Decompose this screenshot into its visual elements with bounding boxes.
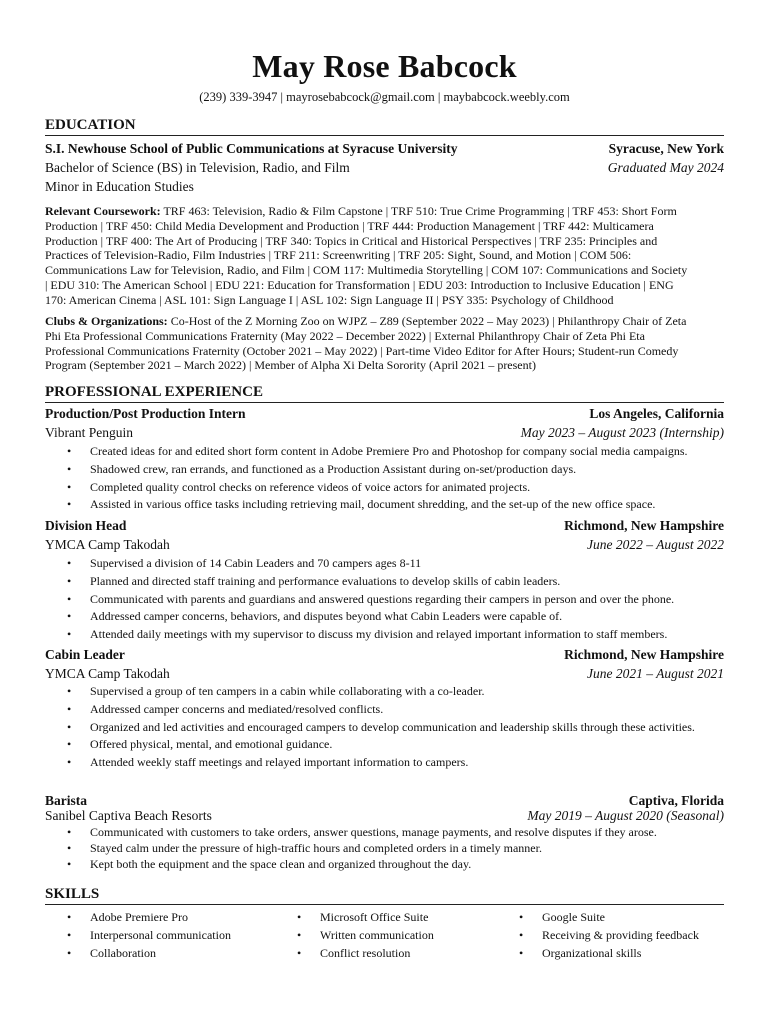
section-title-experience: PROFESSIONAL EXPERIENCE xyxy=(45,383,724,403)
job-bullet: • Attended daily meetings with my supervisor to discuss my division and relayed important information to staff members. xyxy=(45,626,724,644)
job-role: Division Head xyxy=(45,518,127,533)
coursework-line: | EDU 310: The American School | EDU 221: Education for Transformation | EDU 203: Introduction to Inclusive Education | ENG xyxy=(45,277,674,292)
graduation-date: Graduated May 2024 xyxy=(607,160,724,175)
job-header-row xyxy=(45,646,724,664)
job-org-row xyxy=(45,536,724,554)
clubs-label: Clubs & Organizations: xyxy=(45,314,168,328)
job-role: Barista xyxy=(45,793,87,808)
skill-item: • Adobe Premiere Pro xyxy=(45,908,275,926)
clubs-paragraph xyxy=(45,314,724,373)
job-bullet: • Attended weekly staff meetings and relayed important information to campers. xyxy=(45,754,724,772)
skills-column xyxy=(45,908,275,963)
job-org-row xyxy=(45,424,724,442)
coursework-paragraph xyxy=(45,204,724,308)
skill-item: • Microsoft Office Suite xyxy=(275,908,497,926)
coursework-line: Relevant Coursework: TRF 463: Television, Radio & Film Capstone | TRF 510: True Crime Programming | TRF 453: Short Form xyxy=(45,204,677,218)
job-role: Cabin Leader xyxy=(45,647,125,662)
job-bullets xyxy=(45,824,724,872)
job-bullet: • Offered physical, mental, and emotional guidance. xyxy=(45,736,724,754)
minor: Minor in Education Studies xyxy=(45,179,194,194)
coursework-line: 170: American Cinema | ASL 101: Sign Language I | ASL 102: Sign Language II | PSY 335: Psychology of Childhood xyxy=(45,292,614,307)
job-bullet: • Planned and directed staff training and performance evaluations to develop skills of cabin leaders. xyxy=(45,573,724,591)
skill-item: • Google Suite xyxy=(497,908,724,926)
job-location: Richmond, New Hampshire xyxy=(564,647,724,662)
job-bullets xyxy=(45,443,724,514)
job-bullets xyxy=(45,555,724,644)
section-title-education: EDUCATION xyxy=(45,116,724,136)
job-bullet: • Supervised a group of ten campers in a cabin while collaborating with a co-leader. xyxy=(45,683,724,701)
skill-item: • Conflict resolution xyxy=(275,944,497,962)
job-bullet: • Kept both the equipment and the space clean and organized throughout the day. xyxy=(45,856,724,872)
job-org: YMCA Camp Takodah xyxy=(45,666,170,681)
skill-item: • Written communication xyxy=(275,926,497,944)
education-school-row xyxy=(45,140,724,158)
job-location: Richmond, New Hampshire xyxy=(564,518,724,533)
coursework-line: Communications Law for Television, Radio, and Film | COM 117: Multimedia Storytelling | COM 107: Communications and Society xyxy=(45,263,688,278)
job-bullet: • Organized and led activities and encouraged campers to develop communication and leadership skills through these activities. xyxy=(45,719,724,737)
clubs-line: Program (September 2021 – March 2022) | Member of Alpha Xi Delta Sorority (April 2021 – present) xyxy=(45,358,536,373)
degree: Bachelor of Science (BS) in Television, Radio, and Film xyxy=(45,160,350,175)
job-bullet: • Assisted in various office tasks including retrieving mail, document shredding, and the set-up of the new office space. xyxy=(45,496,724,514)
coursework-label: Relevant Coursework: xyxy=(45,204,161,218)
school-name: S.I. Newhouse School of Public Communications at Syracuse University xyxy=(45,141,458,156)
job-bullet: • Communicated with parents and guardians and answered questions regarding their campers in person and over the phone. xyxy=(45,591,724,609)
job-bullet: • Communicated with customers to take orders, answer questions, manage payments, and resolve disputes if they arose. xyxy=(45,824,724,840)
job-location: Los Angeles, California xyxy=(589,406,724,421)
education-degree-row xyxy=(45,159,724,177)
job-header-row xyxy=(45,405,724,423)
job-bullet: • Shadowed crew, ran errands, and functioned as a Production Assistant during on-set/production days. xyxy=(45,461,724,479)
skill-item: • Receiving & providing feedback xyxy=(497,926,724,944)
job-dates: June 2022 – August 2022 xyxy=(587,537,724,552)
job-bullet: • Completed quality control checks on reference videos of voice actors for animated projects. xyxy=(45,479,724,497)
job-bullet: • Created ideas for and edited short form content in Adobe Premiere Pro and Photoshop for company social media campaigns. xyxy=(45,443,724,461)
skills-column xyxy=(275,908,497,963)
job-org: YMCA Camp Takodah xyxy=(45,537,170,552)
clubs-line: Phi Eta Professional Communications Fraternity (May 2022 – December 2022) | External Philanthropy Chair of Zeta Phi Eta xyxy=(45,328,645,343)
section-title-skills: SKILLS xyxy=(45,885,724,905)
job-dates: June 2021 – August 2021 xyxy=(587,666,724,681)
job-role: Production/Post Production Intern xyxy=(45,406,246,421)
coursework-line: Practices of Television-Radio, Film Industries | TRF 211: Screenwriting | TRF 205: Sight, Sound, and Motion | COM 506: xyxy=(45,248,632,263)
job-bullet: • Stayed calm under the pressure of high-traffic hours and completed orders in a timely manner. xyxy=(45,840,724,856)
job-org: Sanibel Captiva Beach Resorts xyxy=(45,808,212,823)
job-org: Vibrant Penguin xyxy=(45,425,134,440)
skill-item: • Interpersonal communication xyxy=(45,926,275,944)
coursework-line: Production | TRF 400: The Art of Producing | TRF 340: Topics in Critical and Historical Perspectives | TRF 235: Principles and xyxy=(45,233,658,248)
job-location: Captiva, Florida xyxy=(628,793,724,808)
skills-column xyxy=(497,908,724,963)
skills-grid xyxy=(45,908,724,963)
clubs-line: Professional Communications Fraternity (October 2021 – May 2022) | Part-time Video Editor for After Hours; Student-run Comedy xyxy=(45,343,679,358)
candidate-name: May Rose Babcock xyxy=(252,48,517,84)
job-bullet: • Supervised a division of 14 Cabin Leaders and 70 campers ages 8-11 xyxy=(45,555,724,573)
contact-line: (239) 339-3947 | mayrosebabcock@gmail.com | maybabcock.weebly.com xyxy=(199,90,570,104)
job-header-row xyxy=(45,517,724,535)
skill-item: • Organizational skills xyxy=(497,944,724,962)
coursework-line: Production | TRF 450: Child Media Development and Production | TRF 444: Production Management | TRF 442: Multicamera xyxy=(45,218,654,233)
job-org-row xyxy=(45,665,724,683)
school-location: Syracuse, New York xyxy=(608,141,724,156)
job-dates: May 2023 – August 2023 (Internship) xyxy=(520,425,724,440)
job-bullet: • Addressed camper concerns and mediated/resolved conflicts. xyxy=(45,701,724,719)
job-bullets xyxy=(45,683,724,772)
skill-item: • Collaboration xyxy=(45,944,275,962)
job-dates: May 2019 – August 2020 (Seasonal) xyxy=(527,808,724,823)
job-org-row xyxy=(45,807,724,825)
clubs-line: Clubs & Organizations: Co-Host of the Z Morning Zoo on WJPZ – Z89 (September 2022 – May 2023) | Philanthropy Chair of Zeta xyxy=(45,314,687,328)
job-bullet: • Addressed camper concerns, behaviors, and disputes beyond what Cabin Leaders were capable of. xyxy=(45,608,724,626)
